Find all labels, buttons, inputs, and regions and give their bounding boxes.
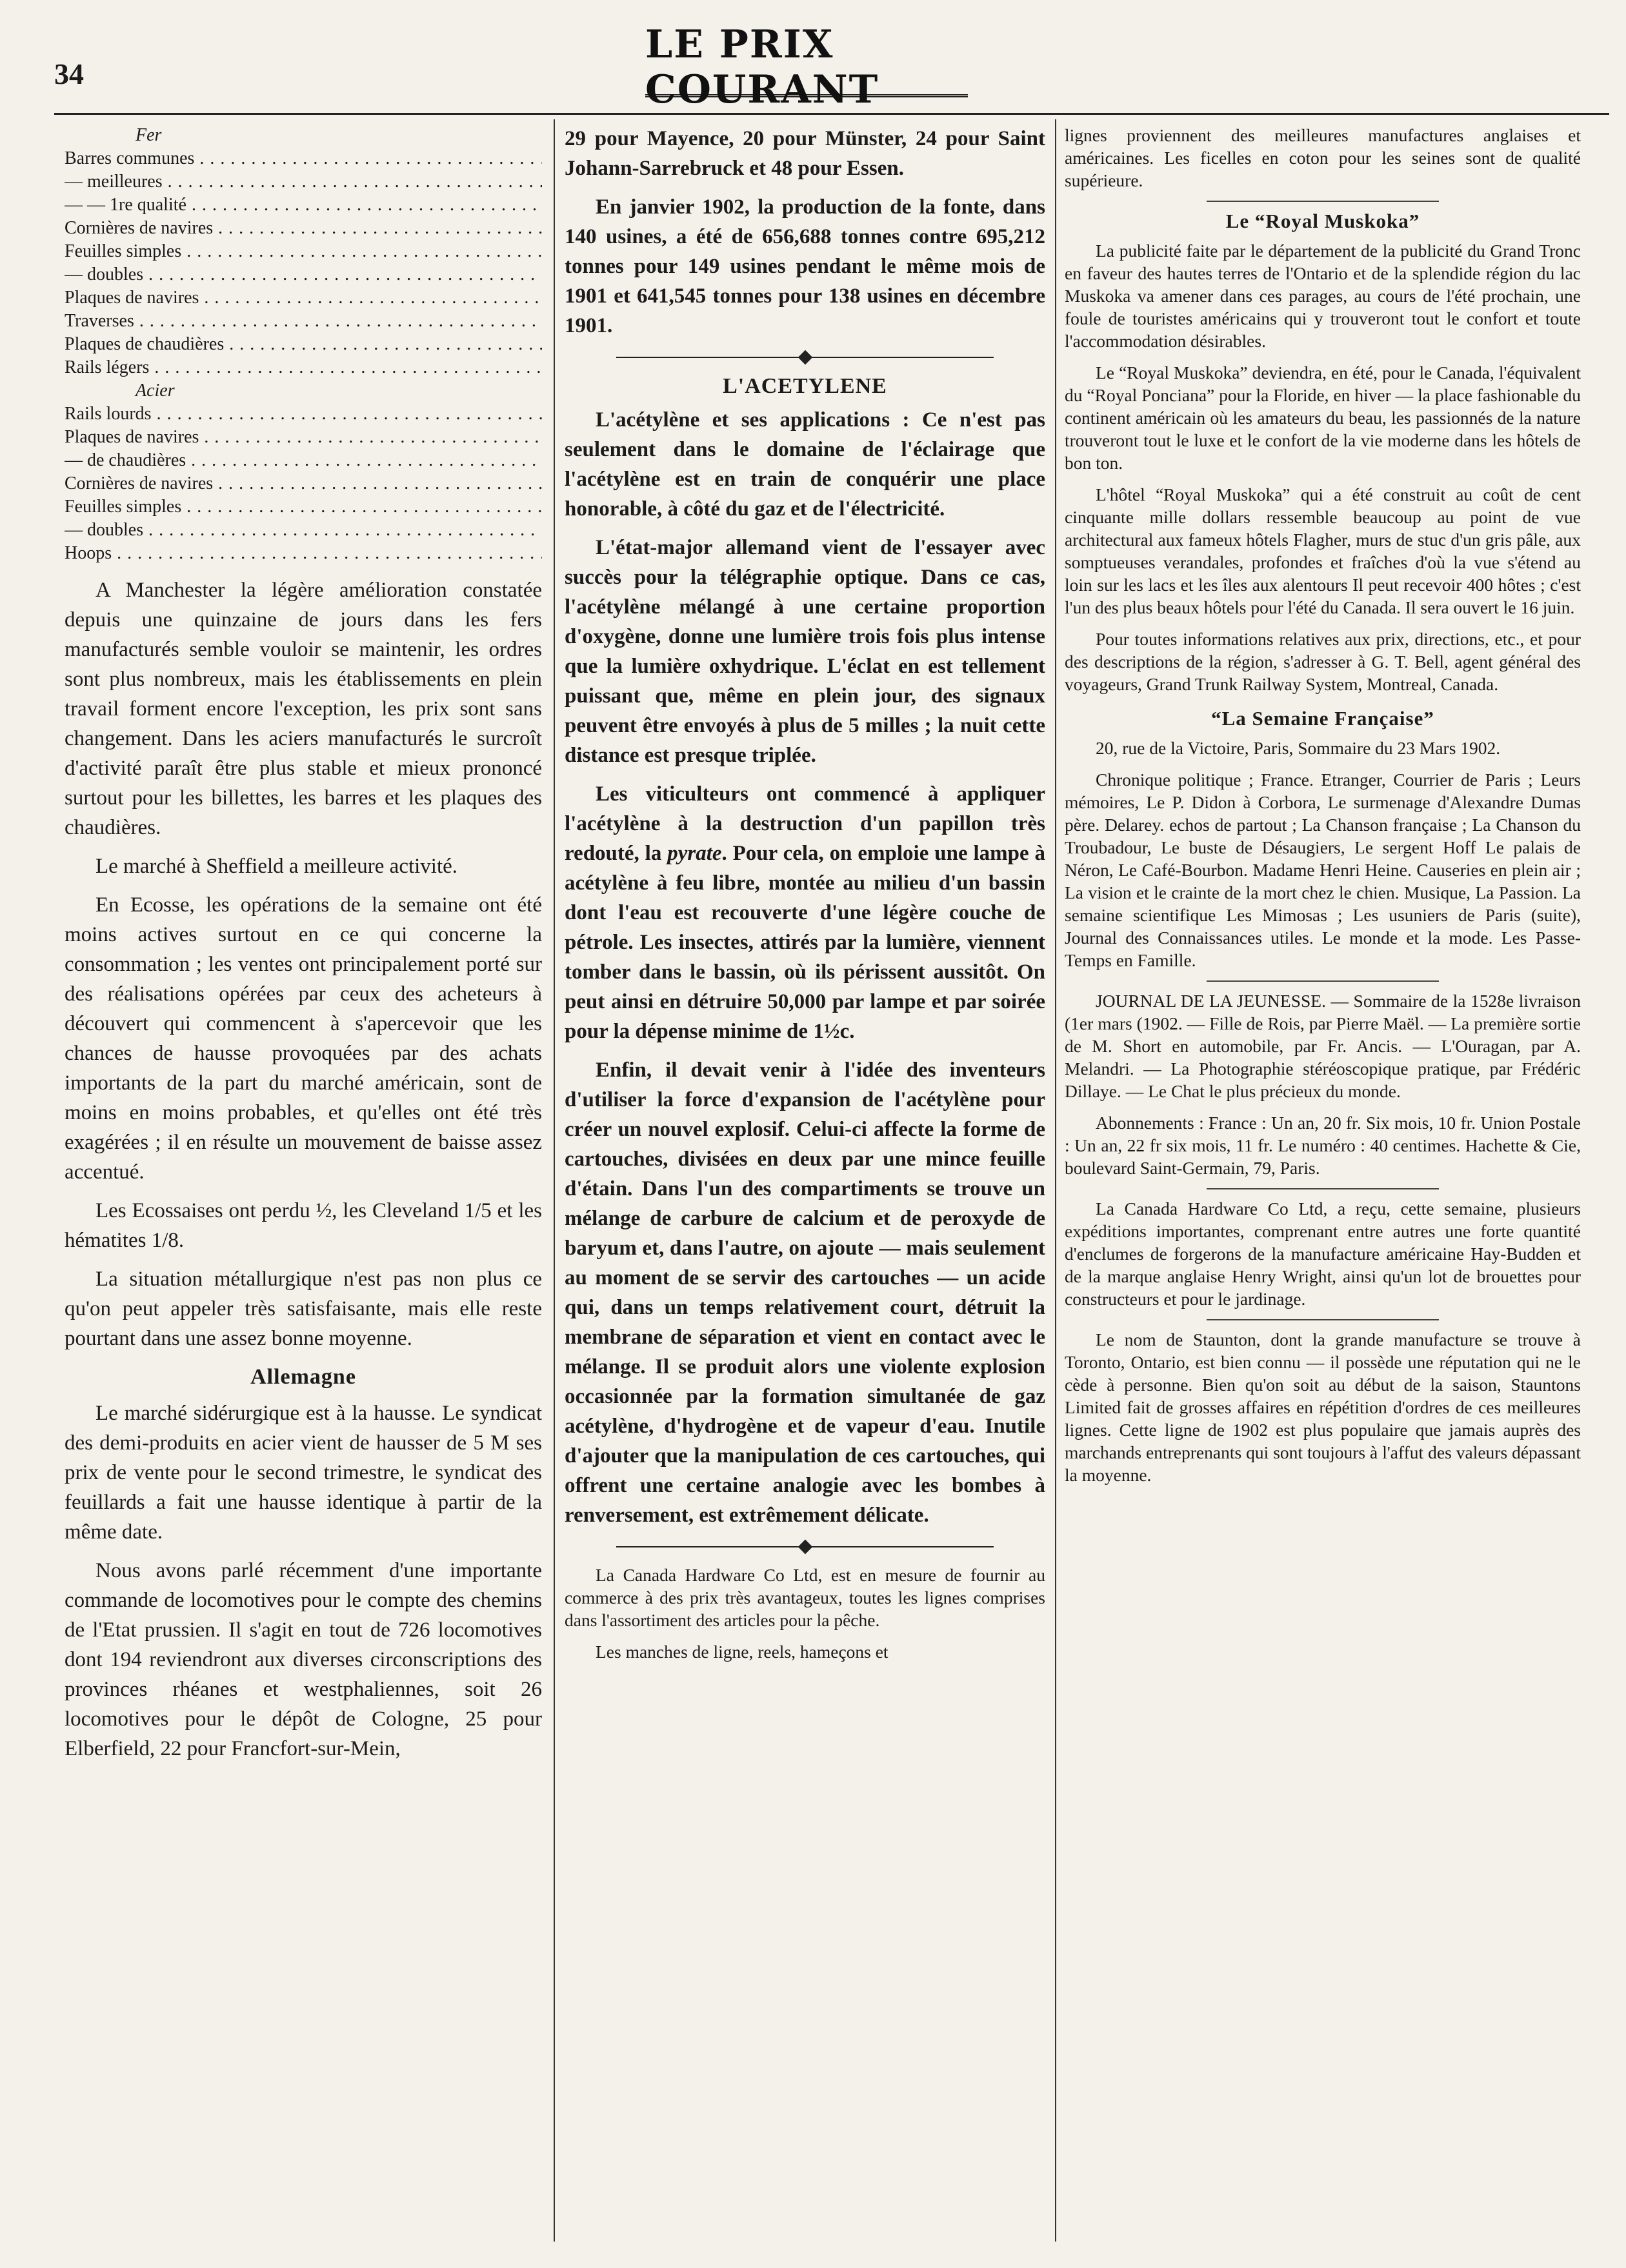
column-3 xyxy=(1065,124,1581,2233)
price-item-name: — doubles . . . xyxy=(65,263,542,286)
price-header-label: Acier xyxy=(136,381,175,401)
section-separator xyxy=(616,1539,994,1555)
price-row xyxy=(65,147,542,170)
paragraph: Enfin, il devait venir à l'idée des inventeurs d'utiliser la force d'expansion de l'acétylène pour créer un nouvel explosif. Celui-ci affecte la forme de cartouches, divisées en deux par une mince feuille d'étain. Dans l'un des compartiments se trouve un mélange de carbure de calcium et de peroxyde de baryum et, dans l'autre, on ajoute — mais seulement au moment de se servir des cartouches — un acide qui, dans un temps relativement court, détruit la membrane de séparation et vient en contact avec le mélange. Il se produit alors une violente explosion occasionnée par la formation simultanée de gaz acétylène, d'hydrogène et de vapeur d'eau. Inutile d'ajouter que la manipulation de ces cartouches, qui offrent une certaine analogie avec les bombes à renversement, est extrêmement délicate. xyxy=(565,1059,1045,1527)
paragraph: Pour toutes informations relatives aux prix, directions, etc., et pour des descriptions de la région, s'adresser à G. T. Bell, agent général des voyageurs, Grand Trunk Railway System, Montreal, Canada. xyxy=(1065,629,1581,694)
price-row xyxy=(65,449,542,472)
paragraph: 20, rue de la Victoire, Paris, Sommaire du 23 Mars 1902. xyxy=(1096,738,1501,758)
price-item-name: Traverses . . . xyxy=(65,310,542,333)
price-row xyxy=(65,542,542,565)
article-journal-jeunesse xyxy=(1065,990,1581,1179)
price-row xyxy=(65,194,542,217)
price-row xyxy=(65,240,542,263)
price-row xyxy=(65,356,542,379)
price-row xyxy=(65,217,542,240)
article-staunton xyxy=(1065,1328,1581,1486)
price-row xyxy=(65,495,542,519)
paragraph: Le “Royal Muskoka” deviendra, en été, pour le Canada, l'équivalent du “Royal Ponciana” pour la Floride, en hiver — la place fashionable du continent américain où les amateurs du beau, les passionnés de la nature trouveront tout le luxe et le confort de la vie moderne dans les hôtels de bon ton. xyxy=(1065,363,1581,473)
price-row xyxy=(65,403,542,426)
section-title-royal-muskoka: Le “Royal Muskoka” xyxy=(1225,210,1420,232)
paragraph: A Manchester la légère amélioration constatée depuis une quinzaine de jours dans les fers manufacturés semble vouloir se maintenir, les ordres sont plus nombreux, mais les établissements en plein travail forment encore l'exception, les prix sont sans changement. Dans les aciers manufacturés le surcroît d'activité paraît être plus stable et mieux prononcé surtout pour les billettes, les barres et les plaques des chaudières. xyxy=(65,579,542,839)
column-divider xyxy=(1055,119,1056,2242)
price-row xyxy=(65,310,542,333)
page-number: 34 xyxy=(54,57,84,90)
section-separator xyxy=(1207,1319,1439,1320)
price-item-name: Feuilles simples . . . xyxy=(65,495,542,519)
paragraph: Le marché à Sheffield a meilleure activité. xyxy=(95,855,458,878)
price-item-name: Barres communes . . . xyxy=(65,147,542,170)
paragraph: Nous avons parlé récemment d'une importante commande de locomotives pour le compte des chemins de l'Etat prussien. Il s'agit en tout de 726 locomotives dont 194 reviendront aux diverses circonscriptions des provinces rhéanes et westphaliennes, soit 26 locomotives pour le dépôt de Cologne, 25 pour Elberfield, 22 pour Francfort-sur-Mein, xyxy=(65,1559,542,1760)
paragraph: La Canada Hardware Co Ltd, a reçu, cette semaine, plusieurs expéditions importantes, comprenant entre autres une forte quantité d'enclumes de forgerons de la manufacture américaine Hay-Budden et de la marque anglaise Henry Wright, ainsi qu'un lot de brouettes pour constructeurs et pour le jardinage. xyxy=(1065,1199,1581,1309)
paragraph: JOURNAL DE LA JEUNESSE. — Sommaire de la 1528e livraison (1er mars (1902. — Fille de Rois, par Pierre Maël. — La première sortie de M. Short en automobile, par Fr. Ancis. — L'Ouragan, par A. Melandri. — La Photographie stéréoscopique pratique, par Frédéric Dillaye. — Le Chat le plus précieux du monde. xyxy=(1065,991,1581,1101)
paragraph: En Ecosse, les opérations de la semaine ont été moins actives surtout en ce qui concerne la consommation ; les ventes ont principalement porté sur des réalisations opérées par ceux des acheteurs à découvert qui commencent à s'apercevoir que les chances de hausse provoquées par des achats importants de la part du marché américain, sont de moins en moins probables, et qu'elles ont été très exagérées ; il en résulte un mouvement de baisse assez accentué. xyxy=(65,893,542,1184)
section-title-allemagne: Allemagne xyxy=(250,1365,356,1389)
paragraph: Le marché sidérurgique est à la hausse. Le syndicat des demi-produits en acier vient de hausser de 5 M ses prix de vente pour le second trimestre, le syndicat des feuillards a fait une hausse identique à partir de la même date. xyxy=(65,1402,542,1544)
price-header-label: Fer xyxy=(136,125,162,145)
text-run: . Pour cela, on emploie une lampe à acétylène à feu libre, montée au milieu d'un bassin dont l'eau est recouverte d'une légère couche de pétrole. Les insectes, attirés par la lumière, viennent tomber dans le bassin, où ils périssent aussitôt. On peut ainsi en détruire 50,000 par lampe et par soirée pour la dépense minime de 1½c. xyxy=(565,842,1045,1043)
paragraph: Le nom de Staunton, dont la grande manufacture se trouve à Toronto, Ontario, est bien connu — il possède une réputation qui ne le cède à personne. Bien qu'on soit au début de la saison, Stauntons Limited fait de grosses affaires en répétition d'ordres de ces meilleures lignes. Cette ligne de 1902 est plus populaire que jamais auprès des marchands entreprenants qui sont toujours à l'affut des valeurs dépassant la moyenne. xyxy=(1065,1329,1581,1485)
price-item-name: — meilleures . . . xyxy=(65,170,542,194)
price-item-name: Plaques de navires . . . xyxy=(65,286,542,310)
price-row xyxy=(65,286,542,310)
price-row xyxy=(65,170,542,194)
price-item-name: Cornières de navires . . . xyxy=(65,217,542,240)
article-hardware-fishing xyxy=(565,1564,1045,1663)
text-run-italic: pyrate xyxy=(667,842,722,865)
article-fishing-continued xyxy=(1065,124,1581,192)
price-header-acier xyxy=(65,379,542,403)
article-production xyxy=(565,124,1045,341)
article-hardware-shipments xyxy=(1065,1197,1581,1310)
price-item-name: — de chaudières . . . xyxy=(65,449,542,472)
price-item-name: Plaques de navires . . . xyxy=(65,426,542,449)
price-item-name: Rails lourds . . . xyxy=(65,403,542,426)
paragraph: L'hôtel “Royal Muskoka” qui a été construit au coût de cent cinquante mille dollars ressemble beaucoup au point de vue architectural aux fameux hôtels Flagher, murs de stuc d'un gris pâle, aux somptueuses verandales, profondes et fraîches d'où la vue s'étend au loin sur les lacs et les îles aux alentours Il peut recevoir 400 hôtes ; c'est l'un des plus beaux hôtels pour l'été du Canada. Il sera ouvert le 16 juin. xyxy=(1065,484,1581,617)
top-rule xyxy=(54,113,1609,115)
price-item-name: Hoops . . . xyxy=(65,542,542,565)
price-header-fer xyxy=(65,124,542,147)
price-item-name: — doubles . . . xyxy=(65,519,542,542)
paragraph xyxy=(565,779,1045,1046)
paragraph: Abonnements : France : Un an, 20 fr. Six mois, 10 fr. Union Postale : Un an, 22 fr six mois, 11 fr. Le numéro : 40 centimes. Hachette & Cie, boulevard Saint-Germain, 79, Paris. xyxy=(1065,1113,1581,1178)
section-title-semaine-francaise: “La Semaine Française” xyxy=(1211,707,1434,730)
article-royal-muskoka xyxy=(1065,239,1581,695)
paragraph: Les manches de ligne, reels, hameçons et xyxy=(596,1642,888,1662)
paragraph: En janvier 1902, la production de la fonte, dans 140 usines, a été de 656,688 tonnes contre 695,212 tonnes pour 149 usines pendant le même mois de 1901 et 641,545 tonnes pour 138 usines en décembre 1901. xyxy=(565,195,1045,337)
price-row xyxy=(65,472,542,495)
section-title-acetylene: L'ACETYLENE xyxy=(723,374,887,398)
article-semaine-francaise xyxy=(1065,737,1581,971)
section-separator xyxy=(1207,201,1439,202)
column-divider xyxy=(554,119,555,2242)
paragraph: lignes proviennent des meilleures manufactures anglaises et américaines. Les ficelles en coton pour les seines sont de qualité supérieure. xyxy=(1065,125,1581,190)
paragraph: Les Ecossaises ont perdu ½, les Cleveland 1/5 et les hématites 1/8. xyxy=(65,1199,542,1252)
article-metal-market xyxy=(65,575,542,1764)
paragraph: L'état-major allemand vient de l'essayer avec succès pour la télégraphie optique. Dans ce cas, l'acétylène mélangé à une certaine proportion d'oxygène, donne une lumière trois fois plus intense que la lumière oxhydrique. L'éclat en est tellement puissant que, même en plein jour, des signaux peuvent être envoyés à plus de 5 milles ; la nuit cette distance est presque triplée. xyxy=(565,536,1045,767)
price-row xyxy=(65,263,542,286)
article-acetylene xyxy=(565,405,1045,1530)
price-item-name: Feuilles simples . . . xyxy=(65,240,542,263)
price-table xyxy=(65,124,542,565)
paragraph: 29 pour Mayence, 20 pour Münster, 24 pour Saint Johann-Sarrebruck et 48 pour Essen. xyxy=(565,127,1045,180)
price-item-name: Plaques de chaudières . . . xyxy=(65,333,542,356)
price-item-name: Cornières de navires . . . xyxy=(65,472,542,495)
price-item-name: Rails légers . . . xyxy=(65,356,542,379)
section-separator xyxy=(616,350,994,365)
paragraph: Chronique politique ; France. Etranger, Courrier de Paris ; Leurs mémoires, Le P. Didon à Corbora, Le surmenage d'Alexandre Dumas père. Delarey. echos de partout ; La Chanson française ; La Chanson du Troubadour, Le buste de Désaugiers, Le sergent Hoff Le palais de Néron, Le Café-Bourbon. Madame Henri Heine. Causeries en plein air ; La vision et le crainte de la mort chez le chien. Musique, La Passion. La semaine scientifique Les Mimosas ; Les usuniers de Paris (suite), Journal des Connaissances utiles. Le monde et la mode. Les Passe-Temps en Famille. xyxy=(1065,770,1581,970)
column-2 xyxy=(565,124,1045,2233)
masthead-logo: LE PRIX COURANT xyxy=(645,40,968,97)
price-item-name: — — 1re qualité . . . xyxy=(65,194,542,217)
section-separator xyxy=(1207,1188,1439,1189)
price-row xyxy=(65,333,542,356)
text-run: Les viticulteurs ont commencé à appliquer l'acétylène à la destruction d'un papillon très redouté, la xyxy=(565,782,1045,865)
column-1 xyxy=(65,124,542,2233)
price-row xyxy=(65,519,542,542)
paragraph: L'acétylène et ses applications : Ce n'est pas seulement dans le domaine de l'éclairage que l'acétylène est en train de conquérir une place honorable, à côté du gaz et de l'électricité. xyxy=(565,408,1045,521)
section-separator xyxy=(1207,980,1439,982)
paragraph: La publicité faite par le département de la publicité du Grand Tronc en faveur des hautes terres de l'Ontario et de la splendide région du lac Muskoka va amener dans ces parages, au cours de l'été prochain, une foule de touristes américains qui y trouveront tout le confort et toute l'accommodation désirables. xyxy=(1065,241,1581,351)
price-row xyxy=(65,426,542,449)
paragraph: La Canada Hardware Co Ltd, est en mesure de fournir au commerce à des prix très avantageux, toutes les lignes comprises dans l'assortiment des articles pour la pêche. xyxy=(565,1565,1045,1630)
paragraph: La situation métallurgique n'est pas non plus ce qu'on peut appeler très satisfaisante, mais elle reste pourtant dans une assez bonne moyenne. xyxy=(65,1268,542,1350)
